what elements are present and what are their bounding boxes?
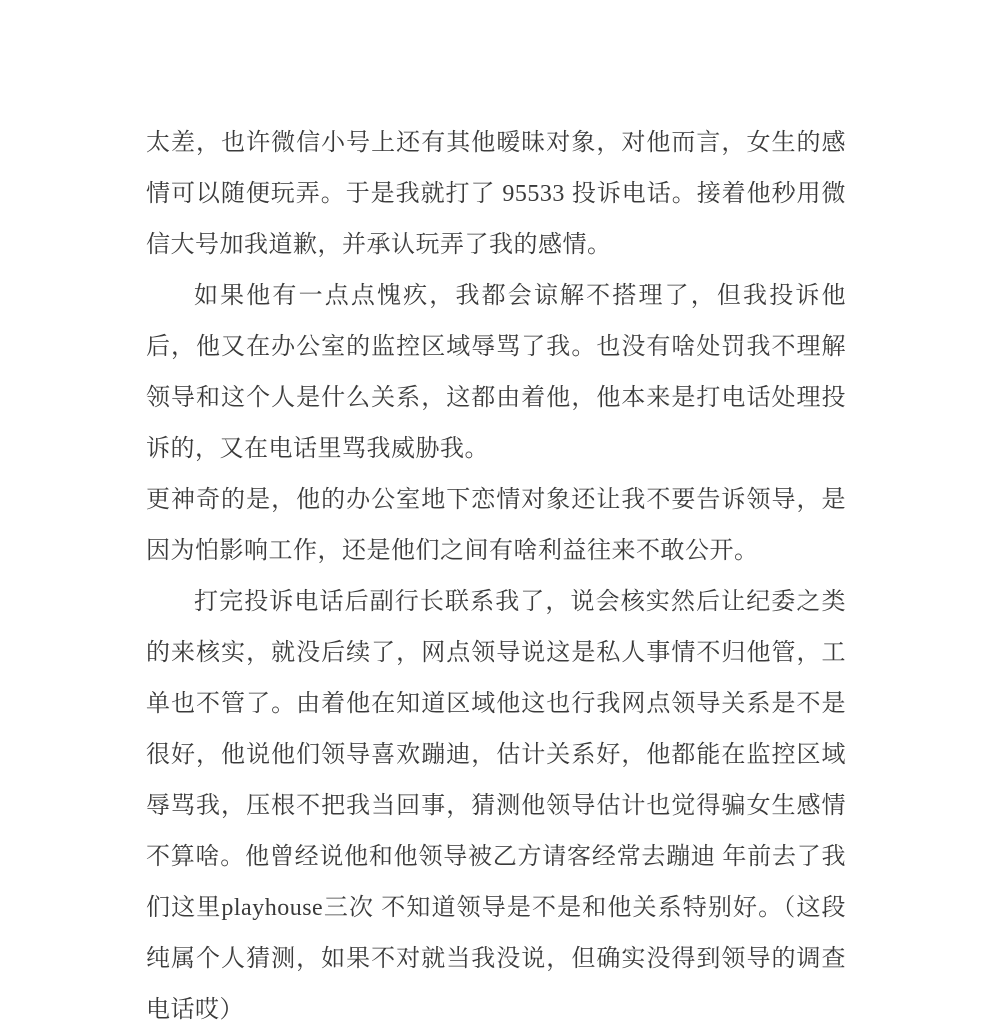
- document-text-body: [146, 118, 846, 1036]
- paragraph-2: 如果他有一点点愧疚，我都会谅解不搭理了，但我投诉他后，他又在办公室的监控区域辱骂了我。也没有啥处罚我不理解领导和这个人是什么关系，这都由着他，他本来是打电话处理投诉的，又在电话里骂我威胁我。: [146, 283, 846, 462]
- paragraph-1: 太差，也许微信小号上还有其他暧昧对象，对他而言，女生的感情可以随便玩弄。于是我就打了 95533 投诉电话。接着他秒用微信大号加我道歉，并承认玩弄了我的感情。: [146, 130, 846, 258]
- paragraph-4: 打完投诉电话后副行长联系我了，说会核实然后让纪委之类的来核实，就没后续了，网点领导说这是私人事情不归他管，工单也不管了。由着他在知道区域他这也行我网点领导关系是不是很好，他说他们领导喜欢蹦迪，估计关系好，他都能在监控区域辱骂我，压根不把我当回事，猜测他领导估计也觉得骗女生感情不算啥。他曾经说他和他领导被乙方请客经常去蹦迪 年前去了我们这里playhouse三次 不知道领导是不是和他关系特别好。（这段纯属个人猜测，如果不对就当我没说，但确实没得到领导的调查电话哎）: [146, 589, 846, 1023]
- paragraph-3: 更神奇的是，他的办公室地下恋情对象还让我不要告诉领导，是因为怕影响工作，还是他们之间有啥利益往来不敢公开。: [146, 487, 846, 564]
